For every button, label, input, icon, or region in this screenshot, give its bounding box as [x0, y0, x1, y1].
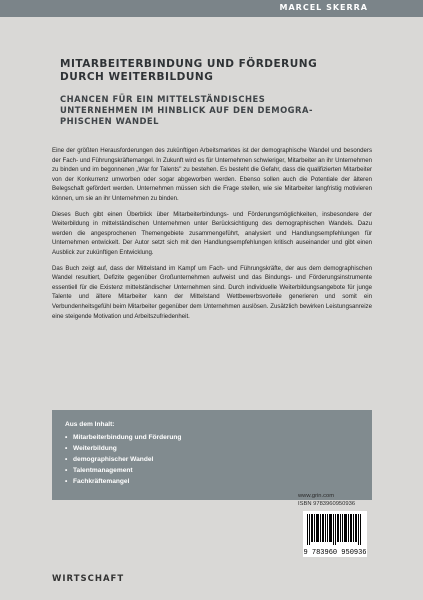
book-title: MITARBEITERBINDUNG UND FÖRDERUNG DURCH WEITERBILDUNG — [60, 58, 318, 83]
barcode — [303, 511, 367, 557]
bullet-icon: • — [65, 467, 68, 474]
blurb-paragraph: Das Buch zeigt auf, dass der Mittelstand im Kampf um Fach- und Führungskräfte, der aus dem demographischen Wandel resultiert, Defizite gegenüber Großunternehmen aufweist und das Bindungs- und Förderungsinstrumente essentiell für die Existenz mittelständischer Unternehmen sind. Durch individuelle Weiterbildungsangebote für junge Talente und ältere Mitarbeiter kann der Mittelstand Wettbewerbsvorteile generieren und somit ein Verbundenheitsgefühl beim Mitarbeiter gegenüber dem Unternehmen auslösen. Zusätzlich bewirken Leistungsanreize eine steigende Motivation und Arbeitszufriedenheit. — [52, 264, 372, 320]
publisher-info — [293, 491, 373, 569]
contents-item-label: Weiterbildung — [73, 445, 117, 452]
author-name: MARCEL SKERRA — [279, 3, 368, 12]
barcode-digits: 9 783960 950936 — [303, 549, 367, 557]
publisher-url: www.grin.com — [298, 493, 335, 499]
contents-item-label: Fachkräftemangel — [73, 478, 130, 485]
bullet-icon: • — [65, 434, 68, 441]
contents-list — [65, 432, 181, 487]
contents-item — [65, 465, 181, 476]
bullet-icon: • — [65, 445, 68, 452]
contents-item — [65, 443, 181, 454]
contents-item-label: Talentmanagement — [73, 467, 133, 474]
isbn-label: ISBN 9783960950936 — [298, 501, 356, 507]
barcode-bars-icon — [307, 514, 363, 545]
top-band — [0, 0, 423, 17]
contents-item — [65, 476, 181, 487]
bullet-icon: • — [65, 456, 68, 463]
contents-item-label: Mitarbeiterbindung und Förderung — [73, 434, 182, 441]
bullet-icon: • — [65, 478, 68, 485]
blurb-paragraph: Dieses Buch gibt einen Überblick über Mitarbeiterbindungs- und Förderungsmöglichkeiten, insbesondere der Weiterbildung in mittelständischen Unternehmen unter Berücksichtigung des demographischen Wandels. Dazu werden die angesprochenen Themengebiete zusammengeführt, analysiert und Handlungsempfehlungen für Unternehmen entwickelt. Der Autor setzt sich mit den Handlungsempfehlungen kritisch auseinander und gibt einen Ausblick zur zukünftigen Entwicklung. — [52, 210, 372, 256]
blurb — [52, 146, 372, 327]
contents-item — [65, 454, 181, 465]
category-label: WIRTSCHAFT — [52, 574, 125, 584]
book-subtitle: CHANCEN FÜR EIN MITTELSTÄNDISCHES UNTERNEHMEN IM HINBLICK AUF DEN DEMOGRA- PHISCHEN WANDEL — [60, 94, 313, 126]
contents-heading: Aus dem Inhalt: — [65, 421, 115, 428]
contents-item — [65, 432, 181, 443]
blurb-paragraph: Eine der größten Herausforderungen des zukünftigen Arbeitsmarktes ist der demographische Wandel und besonders der Fach- und Führungskräftemangel. In Zukunft wird es für Unternehmen schwieriger, Mitarbeiter an ihr Unternehmen zu binden und im begonnenen „War for Talents" zu bestehen. Es besteht die Gefahr, dass die qualifizierten Mitarbeiter von der Konkurrenz umworben oder sogar abgeworben werden. Ebenso sollen auch die Potentiale der älteren Belegschaft gefördert werden. Unternehmen müssen sich die Frage stellen, wie sie Mitarbeiter langfristig motivieren können, um sie an ihr Unternehmen zu binden. — [52, 147, 372, 202]
contents-item-label: demographischer Wandel — [73, 456, 154, 463]
contents-box — [52, 410, 372, 500]
